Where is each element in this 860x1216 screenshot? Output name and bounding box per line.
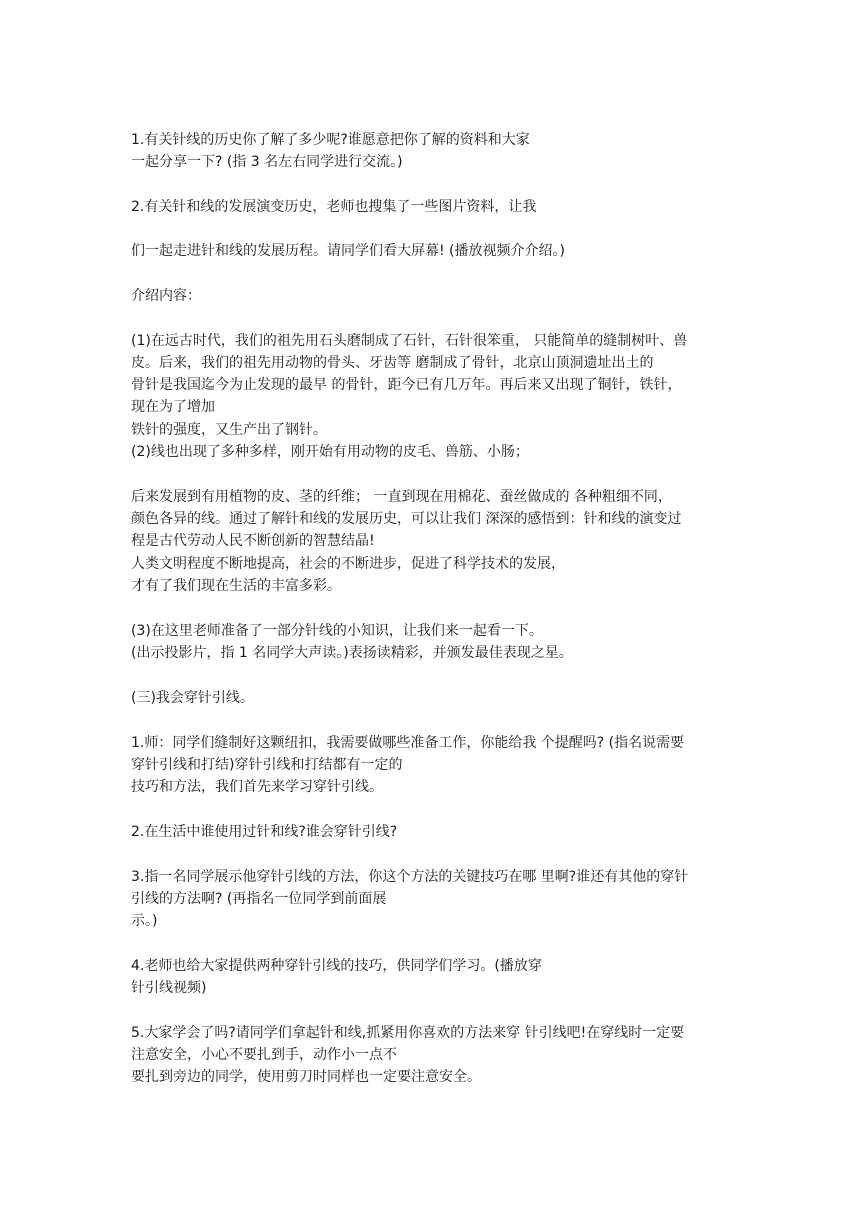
text-line: 1.师：同学们缝制好这颗纽扣，我需要做哪些准备工作，你能给我 个提醒吗? (指名说需要	[131, 735, 685, 751]
text-line: (2)线也出现了多种多样，刚开始有用动物的皮毛、兽筋、小肠；	[131, 444, 529, 460]
text-line: 程是古代劳动人民不断创新的智慧结晶!	[131, 533, 375, 549]
text-line: 介绍内容：	[131, 288, 201, 304]
text-line: 们一起走进针和线的发展历程。请同学们看大屏幕! (播放视频介介绍。)	[131, 243, 565, 259]
text-line: 5.大家学会了吗?请同学们拿起针和线,抓紧用你喜欢的方法来穿 针引线吧!在穿线时一定要	[131, 1025, 685, 1041]
text-line: 2.有关针和线的发展演变历史，老师也搜集了一些图片资料，让我	[131, 199, 537, 215]
text-line: (1)在远古时代，我们的祖先用石头磨制成了石针，石针很笨重， 只能简单的缝制树叶、兽	[131, 333, 688, 349]
text-line: (出示投影片，指 1 名同学大声读。)表扬读精彩，并颁发最佳表现之星。	[131, 645, 573, 661]
text-line: 颜色各异的线。通过了解针和线的发展历史，可以让我们 深深的感悟到：针和线的演变过	[131, 511, 682, 527]
text-line: 一起分享一下? (指 3 名左右同学进行交流。)	[131, 154, 403, 170]
text-line: 2.在生活中谁使用过针和线?谁会穿针引线?	[131, 824, 398, 840]
text-line: 技巧和方法，我们首先来学习穿针引线。	[131, 779, 383, 795]
text-line: 后来发展到有用植物的皮、茎的纤维； 一直到现在用棉花、蚕丝做成的 各种粗细不同，	[131, 489, 672, 505]
text-line: 针引线视频)	[131, 980, 207, 996]
text-line: 示。)	[131, 913, 158, 929]
text-line: 穿针引线和打结)穿针引线和打结都有一定的	[131, 757, 403, 773]
text-line: 皮。后来，我们的祖先用动物的骨头、牙齿等 磨制成了骨针，北京山顶洞遗址出土的	[131, 355, 654, 371]
text-line: 骨针是我国迄今为止发现的最早 的骨针，距今已有几万年。再后来又出现了铜针，铁针，	[131, 377, 682, 393]
text-line: 才有了我们现在生活的丰富多彩。	[131, 578, 341, 594]
text-line: 3.指一名同学展示他穿针引线的方法，你这个方法的关键技巧在哪 里啊?谁还有其他的穿针	[131, 869, 689, 885]
text-line: 引线的方法啊? (再指名一位同学到前面展	[131, 891, 387, 907]
text-line: 现在为了增加	[131, 399, 215, 415]
text-line: 注意安全，小心不要扎到手，动作小一点不	[131, 1047, 397, 1063]
text-line: 人类文明程度不断地提高，社会的不断进步，促进了科学技术的发展，	[131, 556, 565, 572]
text-line: 1.有关针线的历史你了解了多少呢?谁愿意把你了解的资料和大家	[131, 132, 530, 148]
text-line: 4.老师也给大家提供两种穿针引线的技巧，供同学们学习。(播放穿	[131, 958, 542, 974]
text-line: 要扎到旁边的同学，使用剪刀时同样也一定要注意安全。	[131, 1069, 481, 1085]
text-line: 铁针的强度，又生产出了钢针。	[131, 422, 327, 438]
section-heading: (三)我会穿针引线。	[131, 690, 254, 706]
text-line: (3)在这里老师准备了一部分针线的小知识，让我们来一起看一下。	[131, 623, 543, 639]
